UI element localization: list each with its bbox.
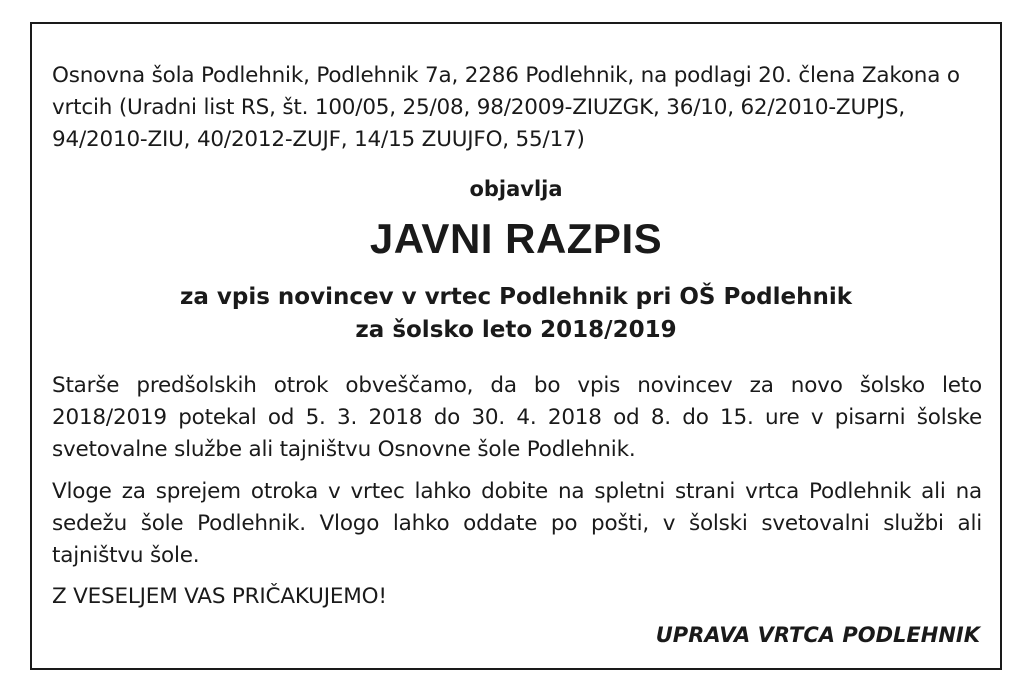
notice-subtitle-line-1: za vpis novincev v vrtec Podlehnik pri OŠ Podlehnik <box>179 284 853 310</box>
body-paragraph-applications: Vloge za sprejem otroka v vrtec lahko dobite na spletni strani vrtca Podlehnik ali na sedežu šole Podlehnik. Vlogo lahko oddate po pošti, v šolski svetovalni službi ali tajništvu šole. <box>52 479 982 568</box>
intro-paragraph: Osnovna šola Podlehnik, Podlehnik 7a, 2286 Podlehnik, na podlagi 20. člena Zakona o vrtcih (Uradni list RS, št. 100/05, 25/08, 98/2009-ZIUZGK, 36/10, 62/2010-ZUPJS, 94/2010-ZIU, 40/2012-ZUJF, 14/15 ZUUJFO, 55/17) <box>52 63 960 152</box>
notice-frame <box>30 22 1002 670</box>
signature: UPRAVA VRTCA PODLEHNIK <box>655 623 980 647</box>
body-paragraph-enrollment: Starše predšolskih otrok obveščamo, da bo vpis novincev za novo šolsko leto 2018/2019 potekal od 5. 3. 2018 do 30. 4. 2018 od 8. do 15. ure v pisarni šolske svetovalne službe ali tajništvu Osnovne šole Podlehnik. <box>52 373 982 462</box>
notice-subtitle-line-2: za šolsko leto 2018/2019 <box>355 317 677 343</box>
closing-line: Z VESELJEM VAS PRIČAKUJEMO! <box>52 584 387 609</box>
notice-title: JAVNI RAZPIS <box>369 215 663 262</box>
announcement-verb: objavlja <box>469 177 563 201</box>
